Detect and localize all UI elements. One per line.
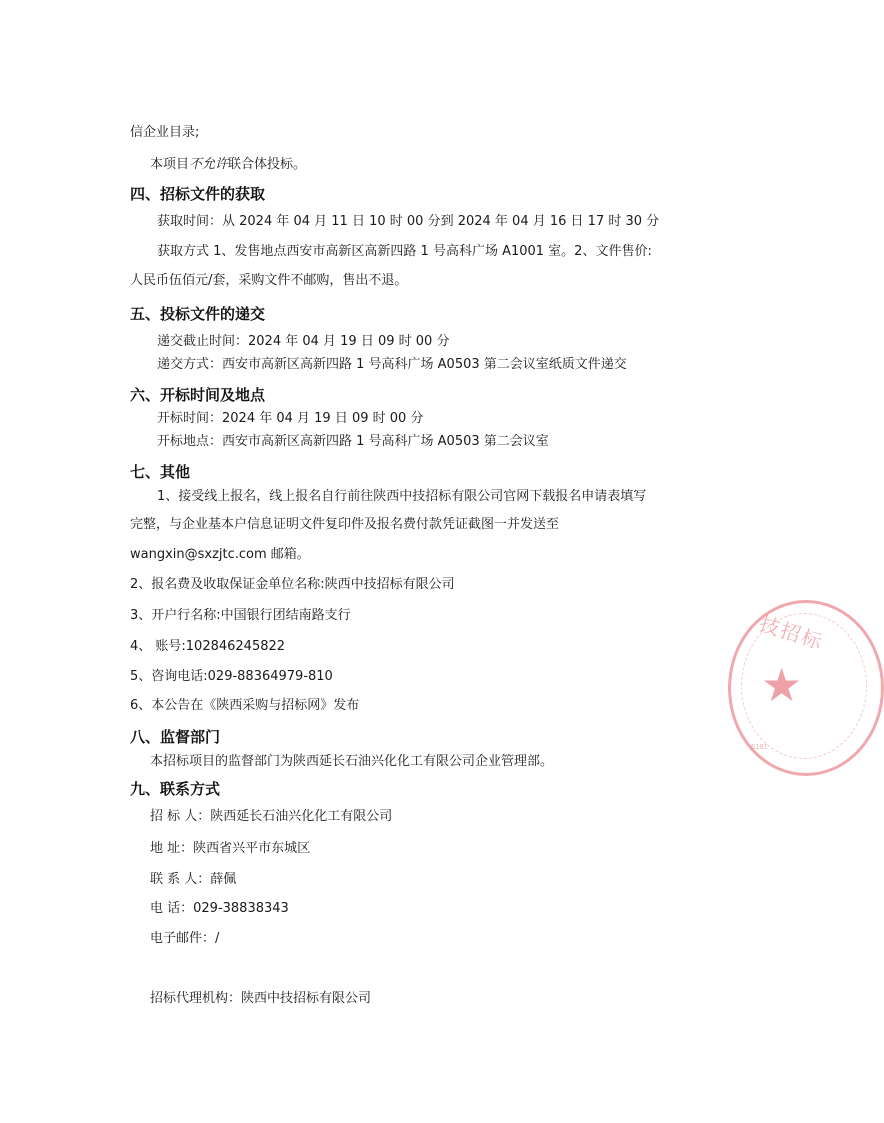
text-line: 开标地点：西安市高新区高新四路 1 号高科广场 A0503 第二会议室	[157, 434, 549, 449]
text-line: 获取时间：从 2024 年 04 月 11 日 10 时 00 分到 2024 年 04 月 16 日 17 时 30 分	[157, 214, 660, 229]
text-line: 信企业目录;	[130, 125, 200, 140]
text-line: wangxin@sxzjtc.com 邮箱。	[130, 547, 310, 562]
text-line: 开标时间：2024 年 04 月 19 日 09 时 00 分	[157, 411, 424, 426]
text-line: 招标代理机构：陕西中技招标有限公司	[150, 991, 372, 1006]
text-line: 递交方式：西安市高新区高新四路 1 号高科广场 A0503 第二会议室纸质文件递交	[157, 357, 627, 372]
section-heading: 四、招标文件的获取	[130, 185, 266, 203]
section-heading: 八、监督部门	[130, 728, 221, 746]
text-segment: 本项目	[150, 157, 190, 172]
text-line: 2、报名费及收取保证金单位名称:陕西中技招标有限公司	[130, 577, 455, 592]
text-line: 电子邮件：/	[150, 931, 220, 946]
text-line: 电 话：029-38838343	[150, 901, 289, 916]
text-line: 递交截止时间：2024 年 04 月 19 日 09 时 00 分	[157, 334, 450, 349]
text-line: 4、 账号:102846245822	[130, 639, 286, 654]
text-line: 联 系 人：薛佩	[150, 872, 237, 887]
text-line: 1、接受线上报名，线上报名自行前往陕西中技招标有限公司官网下载报名申请表填写	[157, 489, 647, 504]
text-line: 地 址：陕西省兴平市东城区	[150, 841, 311, 856]
company-seal-stamp	[728, 600, 884, 776]
seal-number: 6101	[751, 743, 768, 751]
text-line: 人民币伍佰元/套，采购文件不邮购，售出不退。	[130, 273, 408, 288]
text-line: 完整，与企业基本户信息证明文件复印件及报名费付款凭证截图一并发送至	[130, 517, 560, 532]
star-icon: ★	[761, 658, 803, 712]
seal-text: 技招标	[756, 611, 827, 655]
section-heading: 五、投标文件的递交	[130, 305, 266, 323]
section-heading: 六、开标时间及地点	[130, 386, 266, 404]
text-line: 5、咨询电话:029-88364979-810	[130, 669, 333, 684]
text-segment: 联合体投标。	[228, 157, 307, 172]
text-line: 6、本公告在《陕西采购与招标网》发布	[130, 698, 360, 713]
text-line: 获取方式 1、发售地点西安市高新区高新四路 1 号高科广场 A1001 室。2、文件售价:	[157, 244, 652, 259]
section-heading: 九、联系方式	[130, 780, 221, 798]
italic-text: 不允许	[189, 157, 229, 172]
text-line: 本招标项目的监督部门为陕西延长石油兴化化工有限公司企业管理部。	[150, 754, 554, 769]
text-line: 3、开户行名称:中国银行团结南路支行	[130, 608, 351, 623]
section-heading: 七、其他	[130, 463, 191, 481]
text-line	[150, 157, 306, 173]
text-line: 招 标 人：陕西延长石油兴化化工有限公司	[150, 809, 393, 824]
